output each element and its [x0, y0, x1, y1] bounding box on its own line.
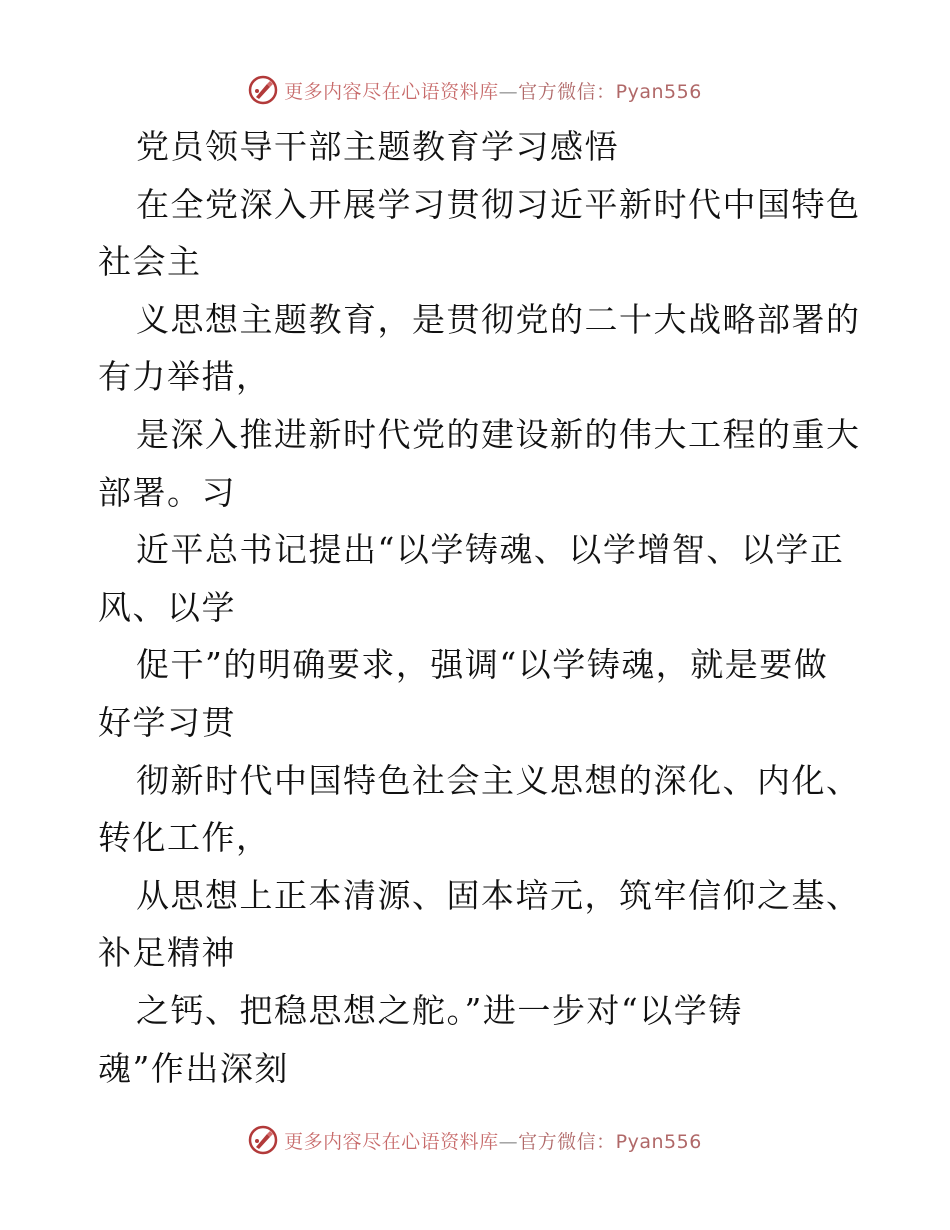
- paragraph-line: 社会主: [98, 242, 202, 282]
- banner-wechat: 官方微信：Pyan556: [518, 1130, 702, 1153]
- banner-dash: —: [498, 80, 519, 103]
- banner-text: [284, 1127, 702, 1154]
- paragraph-line: 在全党深入开展学习贯彻习近平新时代中国特色: [136, 184, 861, 224]
- paragraph-line: 是深入推进新时代党的建设新的伟大工程的重大: [136, 414, 861, 454]
- banner-wechat: 官方微信：Pyan556: [518, 80, 702, 103]
- paragraph-line: 补足精神: [98, 933, 236, 973]
- paragraph-line: 促干”的明确要求，强调“以学铸魂，就是要做: [136, 645, 829, 685]
- paragraph-line: 魂”作出深刻: [98, 1048, 289, 1088]
- paragraph-line: 部署。习: [98, 472, 236, 512]
- banner-text: [284, 77, 702, 104]
- banner-brand: 更多内容尽在心语资料库: [284, 80, 499, 103]
- paragraph-line: 义思想主题教育，是贯彻党的二十大战略部署的: [136, 299, 861, 339]
- pen-logo-icon: [248, 1125, 278, 1155]
- paragraph-line: 之钙、把稳思想之舵。”进一步对“以学铸: [136, 990, 743, 1030]
- paragraph-line: 从思想上正本清源、固本培元，筑牢信仰之基、: [136, 875, 861, 915]
- header-banner: [0, 70, 950, 110]
- pen-logo-icon: [248, 75, 278, 105]
- document-title: 党员领导干部主题教育学习感悟: [136, 127, 619, 166]
- paragraph-line: 好学习贯: [98, 702, 236, 742]
- footer-banner: [0, 1120, 950, 1160]
- paragraph-line: 转化工作，: [98, 818, 271, 858]
- document-body: [98, 118, 861, 1097]
- banner-dash: —: [498, 1130, 519, 1153]
- banner-brand: 更多内容尽在心语资料库: [284, 1130, 499, 1153]
- paragraph-line: 有力举措，: [98, 357, 271, 397]
- paragraph-line: 彻新时代中国特色社会主义思想的深化、内化、: [136, 760, 861, 800]
- paragraph-line: 风、以学: [98, 587, 236, 627]
- paragraph-line: 近平总书记提出“以学铸魂、以学增智、以学正: [136, 530, 845, 570]
